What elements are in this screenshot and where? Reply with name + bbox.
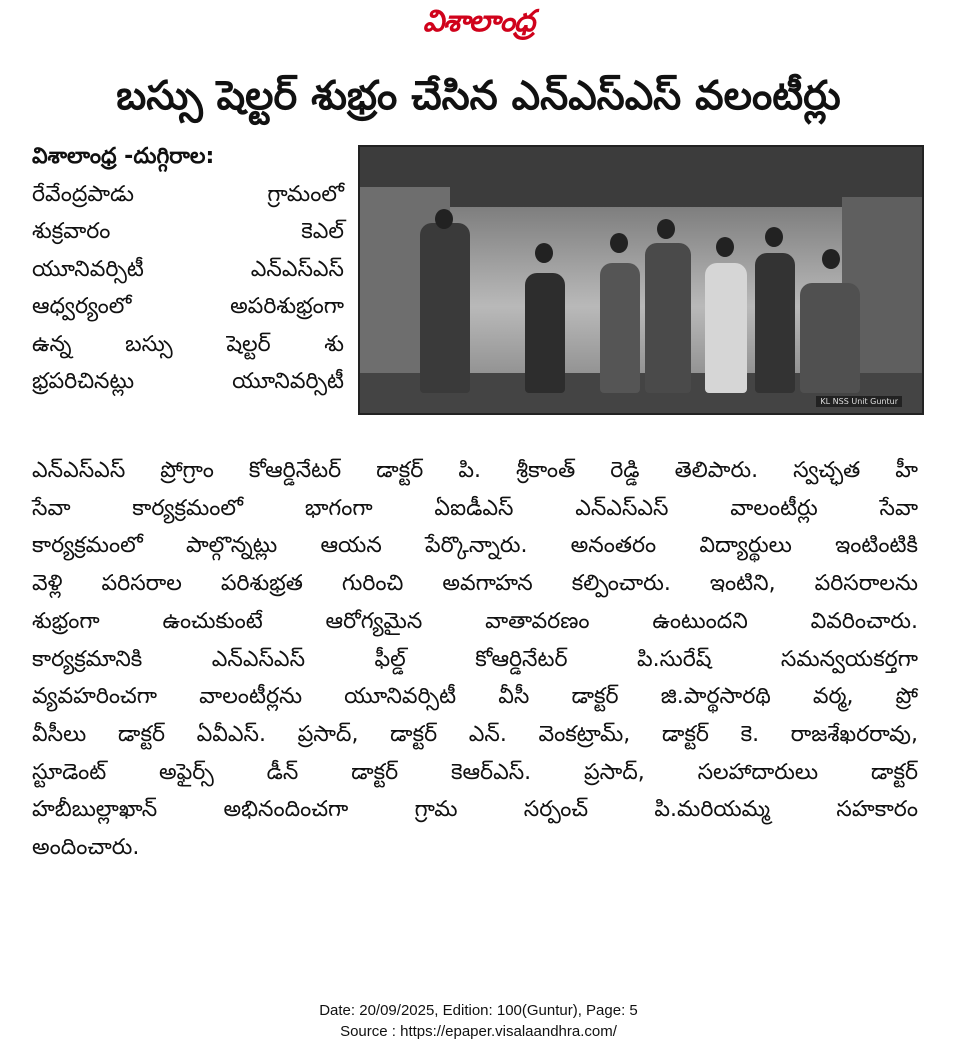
article-body [32, 452, 918, 867]
body-line: కార్యక్రమానికి ఎన్ఎస్ఎస్ ఫీల్డ్ కోఆర్డినేటర్ పి.సురేష్ సమన్వయకర్తగా [32, 646, 918, 672]
newspaper-logo: విశాలాంధ్ర [422, 4, 535, 39]
photo-credit: KL NSS Unit Guntur [816, 396, 902, 407]
lead-line: శుక్రవారం కెఎల్ [32, 219, 344, 244]
source-link[interactable]: Source : https://epaper.visalaandhra.com/ [340, 1023, 617, 1040]
body-line: వీసీలు డాక్టర్ ఏవీఎస్. ప్రసాద్, డాక్టర్ ఎన్. వెంకట్రామ్, డాక్టర్ కె. రాజశేఖరరావు, [32, 721, 918, 747]
body-line: ఎన్ఎస్ఎస్ ప్రోగ్రాం కోఆర్డినేటర్ డాక్టర్ పి. శ్రీకాంత్ రెడ్డి తెలిపారు. స్వచ్ఛత హీ [32, 458, 918, 483]
body-line: వెళ్లి పరిసరాల పరిశుభ్రత గురించి అవగాహన కల్పించారు. ఇంటిని, పరిసరాలను [32, 571, 918, 597]
masthead [0, 0, 957, 46]
body-line: అందించారు. [32, 835, 140, 861]
lead-line: రేవేంద్రపాడు గ్రామంలో [32, 181, 344, 207]
edition-info: Date: 20/09/2025, Edition: 100(Guntur), Page: 5 [319, 1002, 638, 1019]
body-line: హబీబుల్లాఖాన్ అభినందించగా గ్రామ సర్పంచ్ పి.మరియమ్మ సహకారం [32, 797, 918, 823]
lead-column [32, 138, 344, 401]
lead-line: ఆధ్వర్యంలో అపరిశుభ్రంగా [32, 294, 344, 319]
article-headline: బస్సు షెల్టర్ శుభ్రం చేసిన ఎన్ఎస్ఎస్ వలంటీర్లు [116, 73, 841, 119]
body-line: సేవా కార్యక్రమంలో భాగంగా ఏఐడీఎస్ ఎన్ఎస్ఎస్ వాలంటీర్లు సేవా [32, 495, 918, 521]
body-line: స్టూడెంట్ అఫైర్స్ డీన్ డాక్టర్ కెఆర్ఎస్. ప్రసాద్, సలహాదారులు డాక్టర్ [32, 759, 918, 785]
lead-line: ఉన్న బస్సు షెల్టర్ శు [32, 331, 344, 357]
body-line: వ్యవహరించగా వాలంటీర్లను యూనివర్సిటీ వీసీ డాక్టర్ జి.పార్థసారథి వర్మ, ప్రో [32, 684, 918, 710]
body-line: శుభ్రంగా ఉంచుకుంటే ఆరోగ్యమైన వాతావరణం ఉంటుందని వివరించారు. [32, 608, 918, 634]
body-line: కార్యక్రమంలో పాల్గొన్నట్లు ఆయన పేర్కొన్నారు. అనంతరం విద్యార్థులు ఇంటింటికి [32, 533, 918, 559]
lead-line: భ్రపరిచినట్లు యూనివర్సిటీ [32, 369, 344, 394]
dateline: విశాలాంధ్ర -దుగ్గిరాల: [32, 144, 215, 169]
lead-line: యూనివర్సిటీ ఎన్ఎస్ఎస్ [32, 256, 344, 282]
article-photo [358, 145, 924, 415]
page-footer [0, 1000, 957, 1042]
